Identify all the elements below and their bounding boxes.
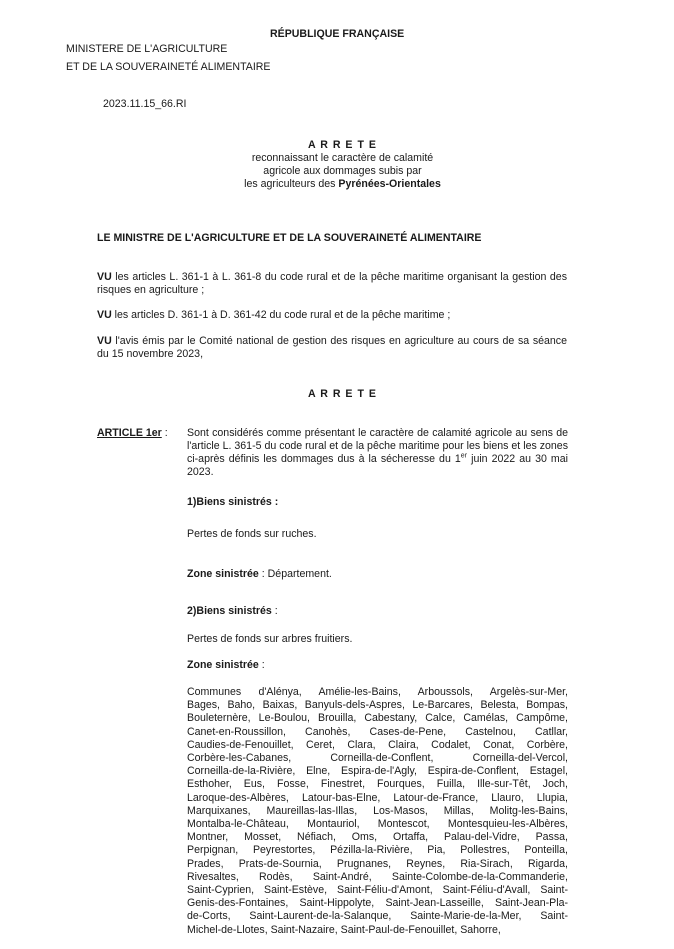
vu-text: l'avis émis par le Comité national de gestion des risques en agriculture au cours de sa séance du 15 novembre 2023, <box>97 335 567 360</box>
communes-line: Corbère-les-Cabanes, Corneilla-de-Conflent, Corneilla-del-Vercol, <box>187 752 568 765</box>
section-1-zone-text: : Département. <box>258 568 332 580</box>
ministry-line-1: MINISTERE DE L'AGRICULTURE <box>66 43 228 55</box>
article-1-text-part-1: Sont considérés comme présentant le caractère de calamité agricole au sens de l'article L. 361-5 du code rural et de la pêche maritime pour les biens et les zones ci-après définis les dommages dus à la sécheresse du 1 <box>187 427 568 465</box>
communes-line: Genis-des-Fontaines, Saint-Hippolyte, Saint-Jean-Lasseille, Saint-Jean-Pla- <box>187 897 568 910</box>
vu-label: VU <box>97 309 112 321</box>
article-1-text <box>187 427 568 479</box>
title-line-3 <box>200 178 485 191</box>
section-2-zone <box>187 659 265 672</box>
vu-text: les articles L. 361-1 à L. 361-8 du code rural et de la pêche maritime organisant la gestion des risques en agriculture ; <box>97 271 567 296</box>
article-1-label <box>97 427 168 440</box>
communes-line: Laroque-des-Albères, Latour-bas-Elne, Latour-de-France, Llauro, Llupia, <box>187 791 568 804</box>
vu-paragraph-1 <box>97 271 567 297</box>
communes-line: Communes d'Alénya, Amélie-les-Bains, Arboussols, Argelès-sur-Mer, <box>187 686 568 698</box>
communes-line: Bouleternère, Le-Boulou, Brouilla, Cabestany, Calce, Camélas, Campôme, <box>187 712 568 725</box>
section-1-zone <box>187 568 332 581</box>
communes-line: Prades, Prats-de-Sournia, Prugnanes, Reynes, Ria-Sirach, Rigarda, <box>187 857 568 870</box>
communes-line: Saint-Cyprien, Saint-Estève, Saint-Féliu-d'Amont, Saint-Féliu-d'Avall, Saint- <box>187 884 568 897</box>
title-line-2: agricole aux dommages subis par <box>263 165 422 177</box>
communes-line: Rivesaltes, Rodès, Saint-André, Sainte-Colombe-de-la-Commanderie, <box>187 870 568 883</box>
vu-paragraph-3 <box>97 335 567 361</box>
communes-line: Montalba-le-Château, Montauriol, Montescot, Montesquieu-les-Albères, <box>187 818 568 831</box>
section-2-zone-colon: : <box>258 659 265 671</box>
vu-label: VU <box>97 335 112 347</box>
section-2-biens-label <box>187 605 278 618</box>
title-line-1: reconnaissant le caractère de calamité <box>251 152 434 164</box>
article-1-colon: : <box>161 427 168 439</box>
communes-line: Montner, Mosset, Néfiach, Oms, Ortaffa, Palau-del-Vidre, Passa, <box>187 831 568 844</box>
title-line-3-prefix: les agriculteurs des <box>244 178 339 190</box>
minister-heading: LE MINISTRE DE L'AGRICULTURE ET DE LA SOUVERAINETÉ ALIMENTAIRE <box>97 232 482 244</box>
section-1-biens-text: Pertes de fonds sur ruches. <box>187 528 317 540</box>
reference-number: 2023.11.15_66.RI <box>103 98 187 110</box>
communes-line: Corneilla-de-la-Rivière, Elne, Espira-de-l'Agly, Espira-de-Conflent, Estagel, <box>187 765 568 778</box>
article-1-label-text: ARTICLE 1er <box>97 427 162 439</box>
article-1-text-part-2: juin 2022 au 30 mai 2023. <box>187 453 568 478</box>
section-1-zone-label: Zone sinistrée <box>187 568 259 580</box>
arrete-heading: A R R E T E <box>308 388 377 400</box>
title-block <box>200 139 485 191</box>
section-2-biens-text: Pertes de fonds sur arbres fruitiers. <box>187 633 353 645</box>
communes-line: de-Corts, Saint-Laurent-de-la-Salanque, Sainte-Marie-de-la-Mer, Saint- <box>187 910 568 923</box>
vu-paragraph-2 <box>97 309 567 322</box>
communes-line: Canet-en-Roussillon, Canohès, Cases-de-Pene, Castelnou, Catllar, <box>187 725 568 738</box>
section-2-biens-label-text: 2)Biens sinistrés <box>187 605 272 617</box>
vu-label: VU <box>97 271 112 283</box>
department-name: Pyrénées-Orientales <box>338 178 441 190</box>
section-2-biens-colon: : <box>271 605 278 617</box>
ministry-line-2: ET DE LA SOUVERAINETÉ ALIMENTAIRE <box>66 61 271 73</box>
communes-list <box>187 686 568 937</box>
communes-line: Bages, Baho, Baixas, Banyuls-dels-Aspres, Le-Barcares, Belesta, Bompas, <box>187 699 568 712</box>
communes-line: Perpignan, Peyrestortes, Pézilla-la-Rivière, Pia, Pollestres, Ponteilla, <box>187 844 568 857</box>
communes-line: Caudies-de-Fenouillet, Ceret, Clara, Claira, Codalet, Conat, Corbère, <box>187 738 568 751</box>
article-1-superscript: er <box>460 452 468 460</box>
communes-line: Esthoher, Eus, Fosse, Finestret, Fourques, Fuilla, Ille-sur-Têt, Joch, <box>187 778 568 791</box>
communes-line: Marquixanes, Maureillas-las-Illas, Los-Masos, Millas, Molitg-les-Bains, <box>187 804 568 817</box>
vu-text: les articles D. 361-1 à D. 361-42 du code rural et de la pêche maritime ; <box>111 309 451 321</box>
communes-line: Michel-de-Llotes, Saint-Nazaire, Saint-Paul-de-Fenouillet, Sahorre, <box>187 923 501 936</box>
title-heading: A R R E T E <box>308 139 377 151</box>
section-1-biens-label: 1)Biens sinistrés : <box>187 496 279 508</box>
section-2-zone-label: Zone sinistrée <box>187 659 259 671</box>
republic-heading: RÉPUBLIQUE FRANÇAISE <box>270 28 405 40</box>
